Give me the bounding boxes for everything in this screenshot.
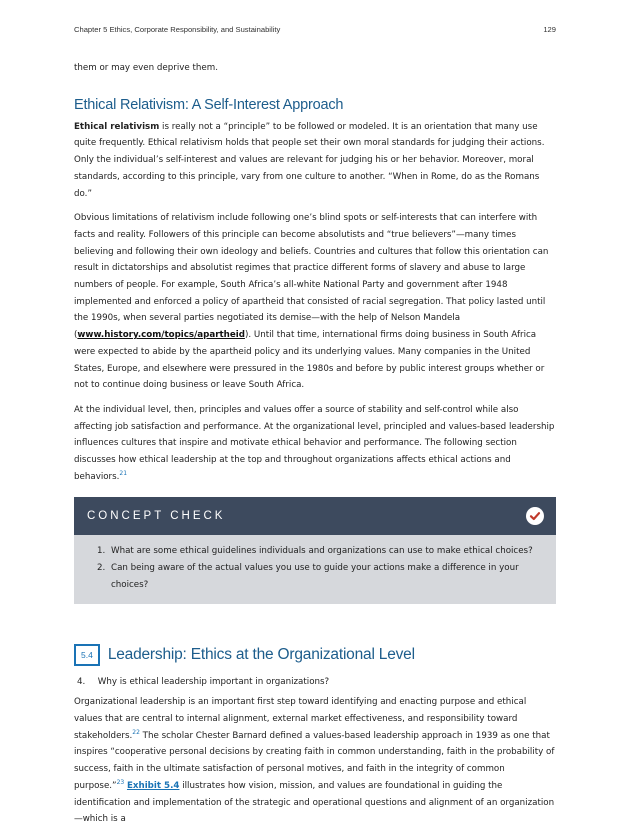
page-header [74, 25, 556, 34]
leadership-p1-b: The scholar Chester Barnard defined a values-based leadership approach in 1939 as one that inspires “cooperative personal decisions by creating faith in common understanding, faith in the probability of success, faith in the ultimate satisfaction of personal motives, and faith in the integrity of common purpose.” [74, 730, 555, 791]
question-item: 1. What are some ethical guidelines individuals and organizations can use to make ethical choices? [108, 543, 542, 560]
concept-check-box [74, 497, 556, 603]
chapter-title: Chapter 5 Ethics, Corporate Responsibility, and Sustainability [74, 25, 281, 34]
learning-objective [74, 674, 556, 691]
leadership-paragraph-1 [74, 694, 556, 828]
footnote-21[interactable]: 21 [119, 469, 128, 477]
section-number-badge: 5.4 [74, 644, 100, 666]
checkmark-icon [526, 507, 544, 525]
concept-check-questions [88, 543, 542, 593]
relativism-paragraph-3 [74, 402, 556, 486]
relativism-paragraph-1 [74, 119, 556, 203]
exhibit-link[interactable]: Exhibit 5.4 [126, 780, 180, 791]
relativism-p2-after: ). Until that time, international firms doing business in South Africa were expected to abide by the apartheid policy and its underlying values. Many companies in the United States, Europe, and elsewhere were pressured in the 1980s and before by public interest groups whether or not to continue doing business or leave South Africa. [74, 330, 545, 391]
concept-check-body [74, 535, 556, 603]
section-heading: Leadership: Ethics at the Organizational Level [107, 645, 415, 663]
intro-fragment: them or may even deprive them. [74, 63, 219, 73]
concept-check-header [74, 497, 556, 535]
relativism-p2-before: Obvious limitations of relativism include following one’s blind spots or self-interests that can interfere with facts and reality. Followers of this principle can become absolutists and “true believers”—many times believing and following their own ideology and beliefs. Countries and cultures that follow this orientation can result in dictatorships and absolutist regimes that practice different forms of slavery and abuse to large numbers of people. For example, South Africa’s all-white National Party and government after 1948 implemented and enforced a policy of apartheid that consisted of racial segregation. That policy lasted until the 1990s, when several parties negotiated its demise—with the help of Nelson Mandela ( [74, 213, 549, 341]
footnote-23[interactable]: 23 [116, 778, 125, 786]
section-heading-row [74, 644, 556, 666]
leadership-p1-c: illustrates how vision, mission, and values are foundational in guiding the identification and implementation of the strategic and operational questions and alignment of an organization—which is a [74, 780, 555, 825]
leadership-p1-a: Organizational leadership is an important first step toward identifying and enacting purpose and ethical values that are central to internal alignment, external market effectiveness, and responsibility toward stakeholders. [74, 697, 527, 741]
page-number: 129 [543, 25, 556, 34]
learning-objective-number: 4. [77, 676, 86, 687]
concept-check-title: CONCEPT CHECK [87, 510, 226, 523]
relativism-p3-text: At the individual level, then, principles and values offer a source of stability and self-control while also affecting job satisfaction and performance. At the organizational level, principled and values-based leadership influences cultures that inspire and motivate ethical behavior and performance. The following section discusses how ethical leadership at the top and throughout organizations affects ethical actions and behaviors. [74, 404, 555, 482]
learning-objective-text: Why is ethical leadership important in organizations? [97, 676, 330, 687]
term-ethical-relativism: Ethical relativism [74, 121, 160, 132]
relativism-p1-text: is really not a “principle” to be followed or modeled. It is an orientation that many use quite frequently. Ethical relativism holds that people set their own moral standards for judging their actions. Only the individual’s self-interest and values are relevant for judging his or her behavior. Moreover, moral standards, according to this principle, vary from one culture to another. “When in Rome, do as the Romans do.” [74, 121, 545, 199]
footnote-22[interactable]: 22 [132, 728, 140, 736]
history-link[interactable]: www.history.com/topics/apartheid [77, 330, 245, 341]
question-item: 2. Can being aware of the actual values you use to guide your actions make a difference in your choices? [108, 560, 542, 593]
page-content [74, 60, 556, 836]
relativism-paragraph-2 [74, 210, 556, 394]
relativism-heading: Ethical Relativism: A Self-Interest Approach [74, 96, 344, 113]
